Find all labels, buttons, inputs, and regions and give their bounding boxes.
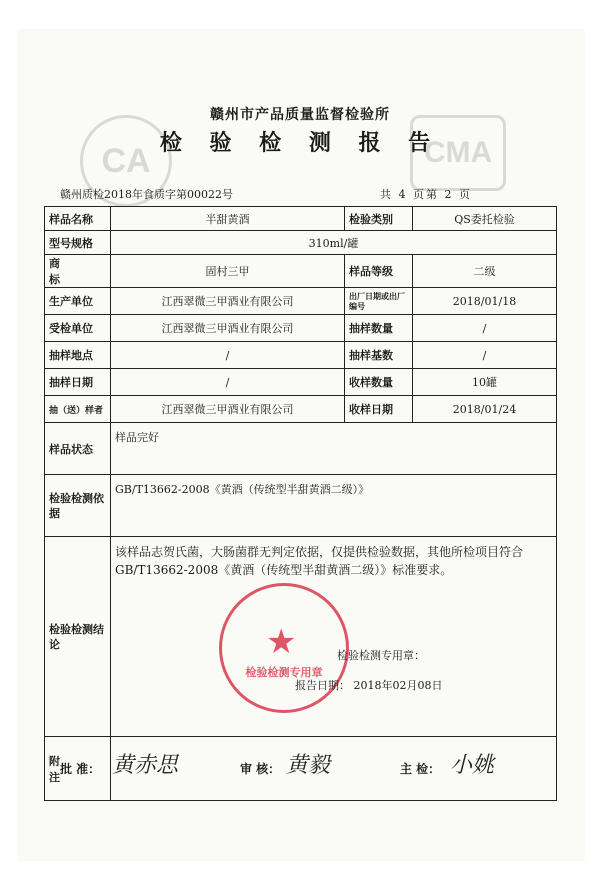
stamp-label: 检验检测专用章：: [337, 649, 425, 662]
basis-label: 检验检测依据: [45, 475, 111, 537]
page-info: 共 4 页第 2 页: [380, 188, 472, 201]
report-table: [44, 206, 557, 801]
document-number: 赣州质检2018年食质字第00022号: [60, 188, 233, 201]
report-title: 检 验 检 测 报 告: [159, 130, 441, 156]
brand-label: 商 标: [45, 255, 111, 288]
sample-name-value: 半甜黄酒: [111, 207, 345, 231]
table-row: [45, 342, 557, 369]
sender-label: 抽（送）样者: [45, 396, 111, 423]
conclusion-cell: [111, 537, 557, 737]
ca-logo-text: CA: [101, 141, 151, 180]
review-signature: 黄毅: [286, 753, 331, 778]
note-label: 附 注: [45, 737, 111, 801]
producer-label: 生产单位: [45, 288, 111, 315]
sample-date-value: /: [111, 369, 345, 396]
test-type-label: 检验类别: [345, 207, 413, 231]
sample-date-label: 抽样日期: [45, 369, 111, 396]
conclusion-label: 检验检测结论: [45, 537, 111, 737]
sample-place-value: /: [111, 342, 345, 369]
test-type-value: QS委托检验: [413, 207, 557, 231]
production-date-label: 出厂日期或出厂编号: [345, 288, 413, 315]
conclusion-text: 该样品志贺氏菌，大肠菌群无判定依据，仅提供检验数据，其他所检项目符合GB/T13662-2008《黄酒（传统型半甜黄酒二级）》标准要求。: [115, 545, 524, 577]
sender-value: 江西翠微三甲酒业有限公司: [111, 396, 345, 423]
basis-value: GB/T13662-2008《黄酒（传统型半甜黄酒二级）》: [111, 475, 557, 537]
star-icon: ★: [266, 622, 297, 662]
sample-place-label: 抽样地点: [45, 342, 111, 369]
approve-label: 批 准：: [60, 762, 101, 776]
table-row: [45, 475, 557, 537]
sample-base-label: 抽样基数: [345, 342, 413, 369]
sample-state-value: 样品完好: [111, 423, 557, 475]
organization-name: 赣州市产品质量监督检验所: [210, 107, 390, 123]
main-inspector-label: 主 检：: [400, 762, 441, 776]
table-row: [45, 315, 557, 342]
grade-label: 样品等级: [345, 255, 413, 288]
main-inspector-signature: 小姚: [450, 753, 495, 778]
approve-signature: 黄赤思: [112, 753, 179, 778]
table-row: [45, 255, 557, 288]
report-date: 报告日期： 2018年02月08日: [295, 679, 443, 692]
inspected-unit-label: 受检单位: [45, 315, 111, 342]
received-date-value: 2018/01/24: [413, 396, 557, 423]
table-row: [45, 231, 557, 255]
received-quantity-value: 10罐: [413, 369, 557, 396]
cma-logo-text: CMA: [423, 136, 493, 169]
table-row: [45, 207, 557, 231]
model-value: 310ml/罐: [111, 231, 557, 255]
sample-quantity-label: 抽样数量: [345, 315, 413, 342]
producer-value: 江西翠微三甲酒业有限公司: [111, 288, 345, 315]
sample-name-label: 样品名称: [45, 207, 111, 231]
sample-base-value: /: [413, 342, 557, 369]
sample-state-label: 样品状态: [45, 423, 111, 475]
received-date-label: 收样日期: [345, 396, 413, 423]
table-row: [45, 369, 557, 396]
stamp-area: [111, 579, 556, 719]
brand-value: 固村三甲: [111, 255, 345, 288]
table-row: [45, 423, 557, 475]
model-label: 型号规格: [45, 231, 111, 255]
table-row: [45, 396, 557, 423]
grade-value: 二级: [413, 255, 557, 288]
inspection-seal: [219, 583, 349, 713]
received-quantity-label: 收样数量: [345, 369, 413, 396]
review-label: 审 核：: [240, 762, 281, 776]
table-row: [45, 537, 557, 737]
production-date-value: 2018/01/18: [413, 288, 557, 315]
table-row: [45, 288, 557, 315]
sample-quantity-value: /: [413, 315, 557, 342]
seal-text: 检验检测专用章: [245, 666, 323, 679]
inspected-unit-value: 江西翠微三甲酒业有限公司: [111, 315, 345, 342]
